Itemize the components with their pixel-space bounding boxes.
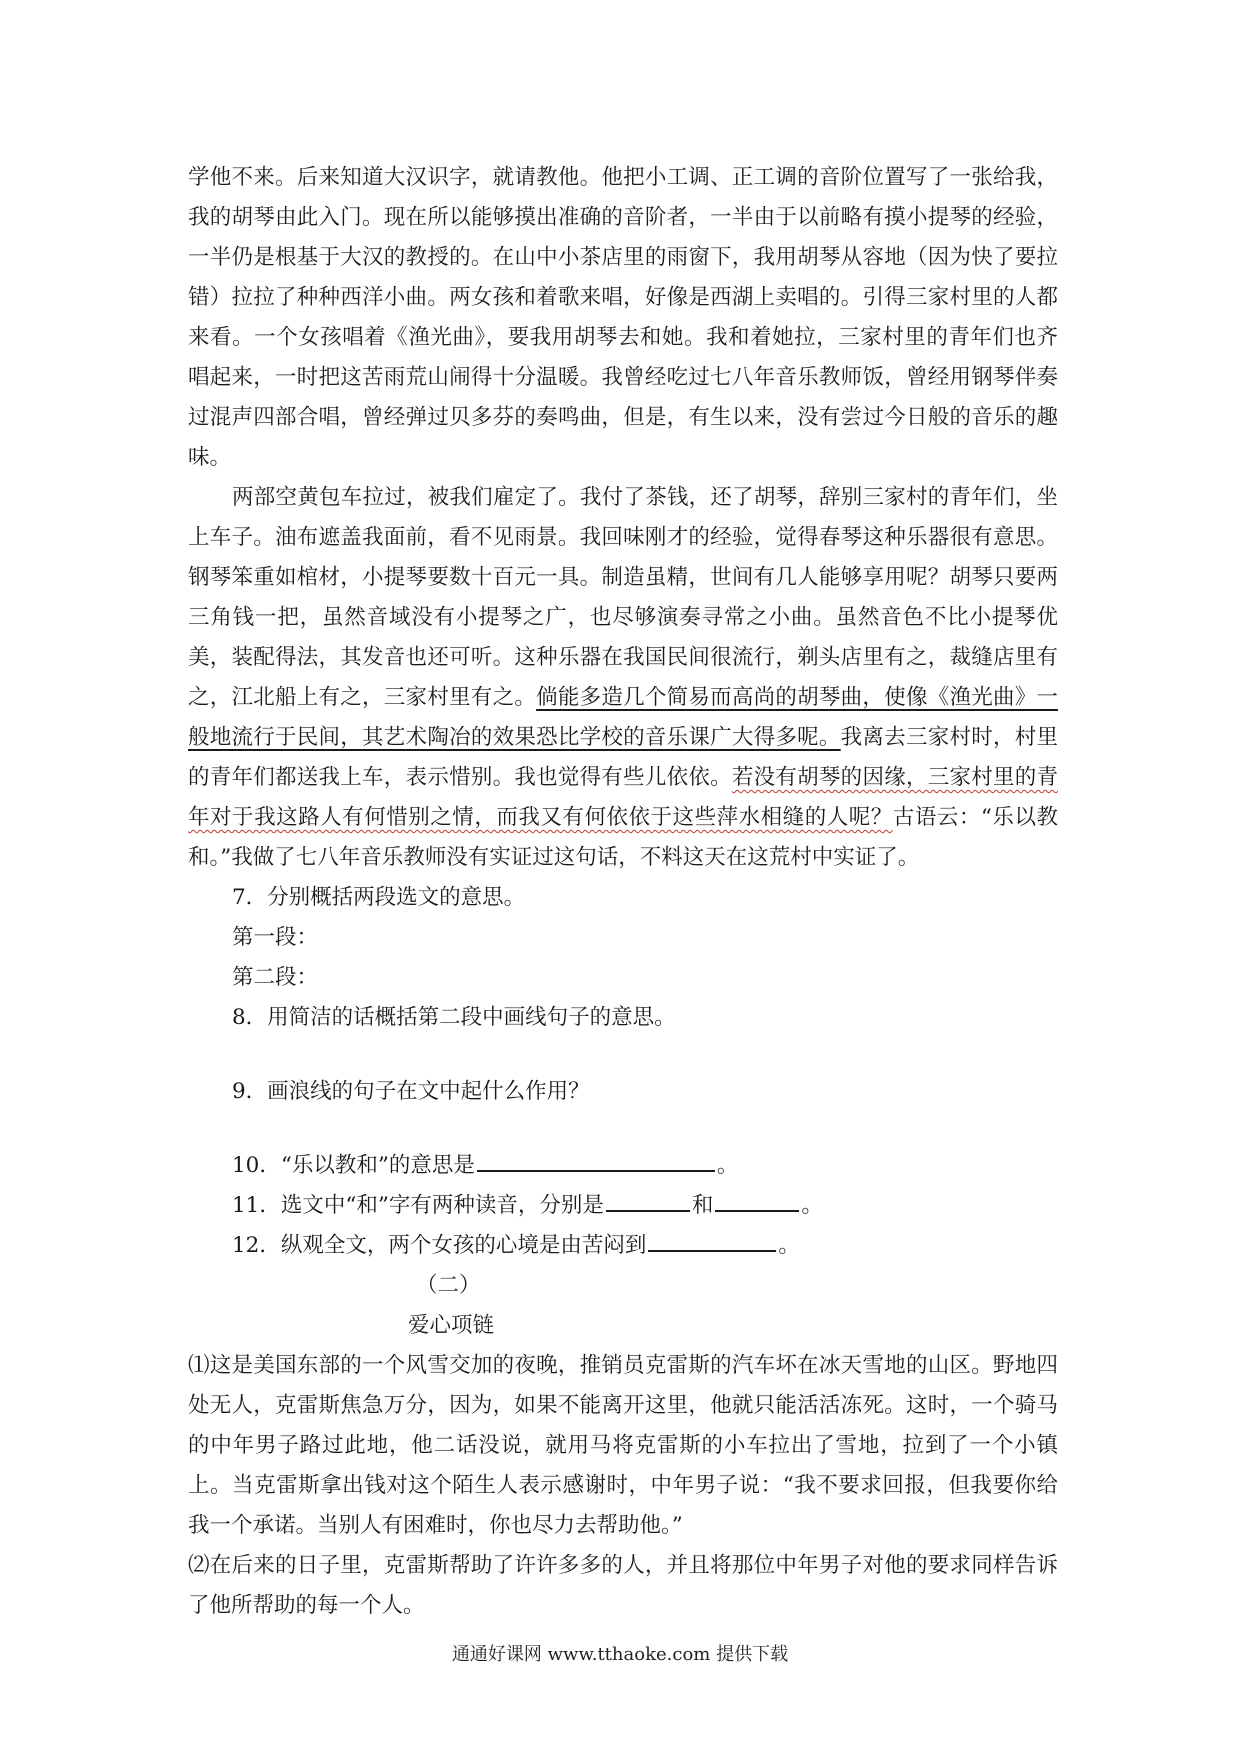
answer-blank[interactable] [648, 1228, 776, 1252]
passage-1-paragraph-2 [188, 478, 1058, 878]
underlined-sentence: 倘能多造几个简易而高尚的胡琴曲，使像《渔光曲》一般地流行于民间，其艺术陶冶的效果恐比学校的音乐课广大得多呢。 [188, 685, 1058, 750]
answer-space [188, 1112, 1058, 1146]
question-10-end: 。 [716, 1153, 739, 1178]
question-11-mid: 和 [691, 1193, 714, 1218]
section-2-paragraph-1: ⑴这是美国东部的一个风雪交加的夜晚，推销员克雷斯的汽车坏在冰天雪地的山区。野地四处无人，克雷斯焦急万分，因为，如果不能离开这里，他就只能活活冻死。这时，一个骑马的中年男子路过此地，他二话没说，就用马将克雷斯的小车拉出了雪地，拉到了一个小镇上。当克雷斯拿出钱对这个陌生人表示感谢时，中年男子说：“我不要求回报，但我要你给我一个承诺。当别人有困难时，你也尽力去帮助他。” [188, 1353, 1058, 1538]
question-12 [188, 1226, 1058, 1266]
section-2-paragraph-2: ⑵在后来的日子里，克雷斯帮助了许许多多的人，并且将那位中年男子对他的要求同样告诉了他所帮助的每一个人。 [188, 1553, 1058, 1618]
question-12-text: 12．纵观全文，两个女孩的心境是由苦闷到 [232, 1233, 647, 1258]
section-title: 爱心项链 [408, 1313, 495, 1338]
questions [188, 878, 1058, 1266]
question-10-text: 10．“乐以教和”的意思是 [232, 1153, 475, 1178]
question-8: 8．用简洁的话概括第二段中画线句子的意思。 [232, 1005, 676, 1030]
question-10 [188, 1146, 1058, 1186]
question-11 [188, 1186, 1058, 1226]
section-2 [188, 1266, 1058, 1626]
question-12-end: 。 [778, 1233, 800, 1258]
question-9: 9．画浪线的句子在文中起什么作用？ [232, 1079, 590, 1104]
passage-1-paragraph-1: 学他不来。后来知道大汉识字，就请教他。他把小工调、正工调的音阶位置写了一张给我，我的胡琴由此入门。现在所以能够摸出准确的音阶者，一半由于以前略有摸小提琴的经验，一半仍是根基于大汉的教授的。在山中小茶店里的雨窗下，我用胡琴从容地（因为快了要拉错）拉拉了种种西洋小曲。两女孩和着歌来唱，好像是西湖上卖唱的。引得三家村里的人都来看。一个女孩唱着《渔光曲》，要我用胡琴去和她。我和着她拉，三家村里的青年们也齐唱起来，一时把这苦雨荒山闹得十分温暖。我曾经吃过七八年音乐教师饭，曾经用钢琴伴奏过混声四部合唱，曾经弹过贝多芬的奏鸣曲，但是，有生以来，没有尝过今日般的音乐的趣味。 [188, 165, 1058, 470]
answer-blank[interactable] [477, 1148, 715, 1172]
page-footer: 通通好课网 www.tthaoke.com 提供下载 [451, 1644, 789, 1665]
answer-blank[interactable] [606, 1188, 690, 1212]
paragraph-2-text-b: 我离去三家村时，村里的青年们都送我上车，表示惜别。我也觉得有些儿依依。 [188, 725, 1058, 790]
paragraph-2-text-c: 古语云：“乐以教和。”我做了七八年音乐教师没有实证过这句话，不料这天在这荒村中实证了。 [188, 805, 1058, 870]
question-7: 7．分别概括两段选文的意思。 [232, 885, 526, 910]
answer-blank[interactable] [715, 1188, 799, 1212]
question-7-part-1: 第一段： [232, 925, 319, 950]
question-7-part-2: 第二段： [232, 965, 319, 990]
section-number: （二） [416, 1273, 481, 1298]
wavy-underlined-sentence: 若没有胡琴的因缘，三家村里的青年对于我这路人有何惜别之情，而我又有何依依于这些萍水相缝的人呢？ [188, 765, 1058, 830]
question-11-text: 11．选文中“和”字有两种读音，分别是 [232, 1193, 604, 1218]
answer-space [188, 1038, 1058, 1072]
passage-1 [188, 158, 1058, 1626]
paragraph-2-text-a: 两部空黄包车拉过，被我们雇定了。我付了茶钱，还了胡琴，辞别三家村的青年们，坐上车子。油布遮盖我面前，看不见雨景。我回味刚才的经验，觉得春琴这种乐器很有意思。钢琴笨重如棺材，小提琴要数十百元一具。制造虽精，世间有几人能够享用呢？胡琴只要两三角钱一把，虽然音域没有小提琴之广，也尽够演奏寻常之小曲。虽然音色不比小提琴优美，装配得法，其发音也还可听。这种乐器在我国民间很流行，剃头店里有之，裁缝店里有之，江北船上有之，三家村里有之。 [188, 485, 1058, 710]
question-11-end: 。 [801, 1193, 823, 1218]
